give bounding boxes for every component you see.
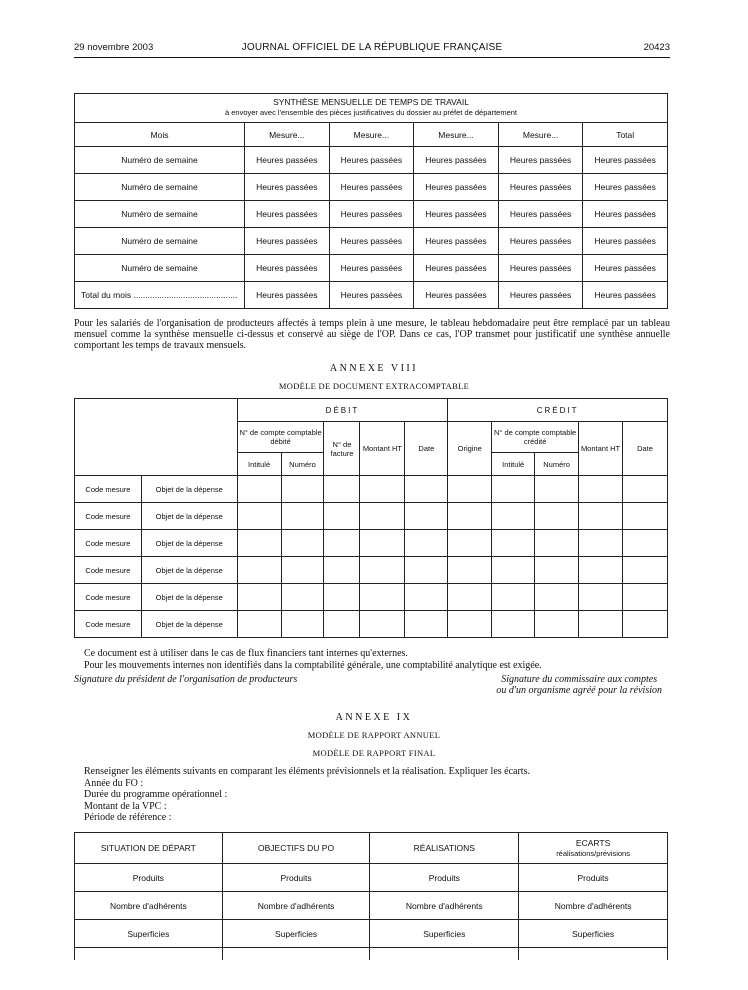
table-row	[75, 584, 668, 611]
col-mesure: Mesure...	[498, 123, 583, 147]
code-mesure: Code mesure	[75, 557, 142, 584]
row-label: Numéro de semaine	[75, 228, 245, 255]
code-mesure: Code mesure	[75, 584, 142, 611]
paragraph-mouvements: Pour les mouvements internes non identifiés dans la comptabilité générale, une comptabilité analytique est exigée.	[84, 660, 542, 671]
row-label: Numéro de semaine	[75, 147, 245, 174]
page-number: 20423	[643, 42, 670, 53]
cell: Heures passées	[414, 228, 499, 255]
montant-debit-header: Montant HT	[360, 422, 405, 476]
cell: Produits	[222, 864, 370, 892]
table-row	[75, 530, 668, 557]
duree-programme: Durée du programme opérationnel :	[84, 789, 228, 800]
table-row	[75, 892, 668, 920]
ecarts-label: ECARTS	[575, 838, 611, 848]
row-label: Numéro de semaine	[75, 174, 245, 201]
annexe-ix-title: ANNEXE IX	[335, 712, 413, 723]
cell: Heures passées	[329, 174, 414, 201]
table-row	[75, 255, 668, 282]
annexe-viii-title: ANNEXE VIII	[329, 363, 419, 374]
col-mesure: Mesure...	[329, 123, 414, 147]
cell: Superficies	[75, 920, 223, 948]
table-row	[75, 948, 668, 961]
rapport-table	[74, 832, 668, 960]
annee-fo: Année du FO :	[84, 777, 144, 789]
col-situation-depart: SITUATION DE DÉPART	[75, 833, 223, 864]
paragraph-flux: Ce document est à utiliser dans le cas de flux financiers tant internes qu'externes.	[84, 648, 408, 659]
total-label: Total du mois	[81, 290, 132, 300]
cell: Heures passées	[414, 147, 499, 174]
table-row	[75, 611, 668, 638]
objet-depense: Objet de la dépense	[141, 557, 237, 584]
cell: Heures passées	[329, 255, 414, 282]
cell: Heures passées	[498, 201, 583, 228]
intitule-header: Intitulé	[492, 453, 535, 476]
cell: Heures passées	[498, 282, 583, 309]
col-total: Total	[583, 123, 668, 147]
synthese-title: SYNTHÈSE MENSUELLE DE TEMPS DE TRAVAIL	[273, 97, 469, 108]
cell: Heures passées	[329, 228, 414, 255]
cell: Nombre d'adhérents	[370, 892, 519, 920]
cell: Heures passées	[583, 255, 668, 282]
cell: Heures passées	[329, 282, 414, 309]
montant-credit-header: Montant HT	[579, 422, 623, 476]
document-extracomptable-table	[74, 398, 668, 638]
intitule-header: Intitulé	[237, 453, 281, 476]
cell: Heures passées	[245, 228, 330, 255]
table-row	[75, 476, 668, 503]
cell: Heures passées	[414, 201, 499, 228]
table-row	[75, 864, 668, 892]
objet-depense: Objet de la dépense	[141, 503, 237, 530]
objet-depense: Objet de la dépense	[141, 476, 237, 503]
table-row	[75, 174, 668, 201]
origine-header: Origine	[448, 422, 492, 476]
header-date: 29 novembre 2003	[74, 42, 154, 53]
cell: Heures passées	[583, 201, 668, 228]
cell: Heures passées	[498, 147, 583, 174]
col-mois: Mois	[75, 123, 245, 147]
col-ecarts	[519, 833, 668, 864]
cell: Heures passées	[414, 174, 499, 201]
signature-president: Signature du président de l'organisation de producteurs	[74, 674, 298, 685]
signature-commissaire	[496, 674, 662, 696]
signature-commissaire-line1: Signature du commissaire aux comptes	[501, 674, 658, 685]
cell: Heures passées	[245, 174, 330, 201]
synthese-subtitle: à envoyer avec l'ensemble des pièces justificatives du dossier au préfet de département	[224, 108, 517, 117]
row-label: Numéro de semaine	[75, 255, 245, 282]
num-facture-header: N° de facture	[324, 422, 360, 476]
ecarts-sublabel: réalisations/prévisions	[556, 849, 630, 858]
compte-credite-header: N° de compte comptable crédité	[492, 422, 579, 453]
cell: Nombre d'adhérents	[222, 892, 370, 920]
table-row-total	[75, 282, 668, 309]
compte-debite-header: N° de compte comptable débité	[237, 422, 324, 453]
cell: Produits	[370, 864, 519, 892]
objet-depense: Objet de la dépense	[141, 530, 237, 557]
cell: Superficies	[370, 920, 519, 948]
cell: Heures passées	[245, 201, 330, 228]
cell: Heures passées	[498, 174, 583, 201]
synthese-title-cell	[75, 94, 668, 123]
numero-header: Numéro	[535, 453, 579, 476]
synthese-table	[74, 93, 668, 309]
cell: Superficies	[222, 920, 370, 948]
date-debit-header: Date	[405, 422, 448, 476]
cell: Heures passées	[329, 147, 414, 174]
cell: Produits	[75, 864, 223, 892]
empty-corner	[75, 399, 238, 476]
cell: Superficies	[519, 920, 668, 948]
objet-depense: Objet de la dépense	[141, 584, 237, 611]
cell: Heures passées	[414, 282, 499, 309]
table-row	[75, 147, 668, 174]
cell: Heures passées	[245, 147, 330, 174]
date-credit-header: Date	[623, 422, 668, 476]
debit-header: DÉBIT	[237, 399, 448, 422]
code-mesure: Code mesure	[75, 611, 142, 638]
col-objectifs-po: OBJECTIFS DU PO	[222, 833, 370, 864]
cell: Heures passées	[245, 255, 330, 282]
cell: Heures passées	[329, 201, 414, 228]
code-mesure: Code mesure	[75, 530, 142, 557]
table-row	[75, 228, 668, 255]
annexe-viii-subtitle: MODÈLE DE DOCUMENT EXTRACOMPTABLE	[278, 381, 470, 391]
annexe-ix-subtitle-final: MODÈLE DE RAPPORT FINAL	[312, 748, 436, 758]
cell: Produits	[519, 864, 668, 892]
page-header	[74, 42, 670, 58]
row-label: Numéro de semaine	[75, 201, 245, 228]
cell: Heures passées	[583, 282, 668, 309]
signature-commissaire-line2: ou d'un organisme agréé pour la révision	[496, 685, 662, 696]
table-row	[75, 920, 668, 948]
cell: Heures passées	[498, 228, 583, 255]
total-label-cell: Total du mois ............................................	[75, 282, 245, 309]
col-mesure: Mesure...	[414, 123, 499, 147]
objet-depense: Objet de la dépense	[141, 611, 237, 638]
col-realisations: RÉALISATIONS	[370, 833, 519, 864]
cell: Nombre d'adhérents	[75, 892, 223, 920]
cell: Heures passées	[498, 255, 583, 282]
cell: Heures passées	[583, 174, 668, 201]
journal-title: JOURNAL OFFICIEL DE LA RÉPUBLIQUE FRANÇAISE	[241, 42, 503, 53]
paragraph-synthese: Pour les salariés de l'organisation de producteurs affectés à temps plein à une mesure, le tableau hebdomadaire peut être remplacé par un tableau mensuel comme la synthèse mensuelle ci-dessus et conservé au siège de l'OP. Dans ce cas, l'OP transmet pour justificatif une synthèse annuelle comportant les temps de travaux mensuels.	[74, 318, 670, 351]
table-row	[75, 503, 668, 530]
code-mesure: Code mesure	[75, 503, 142, 530]
header-rule	[74, 57, 670, 58]
cell: Heures passées	[245, 282, 330, 309]
rapport-instructions	[84, 766, 670, 824]
numero-header: Numéro	[281, 453, 324, 476]
table-row	[75, 557, 668, 584]
montant-vpc: Montant de la VPC :	[84, 800, 167, 812]
col-mesure: Mesure...	[245, 123, 330, 147]
table-row	[75, 201, 668, 228]
cell: Heures passées	[414, 255, 499, 282]
code-mesure: Code mesure	[75, 476, 142, 503]
intro-text: Renseigner les éléments suivants en comparant les éléments prévisionnels et la réalisation. Expliquer les écarts.	[84, 766, 530, 777]
cell: Heures passées	[583, 147, 668, 174]
credit-header: CRÉDIT	[448, 399, 668, 422]
annexe-ix-subtitle-annuel: MODÈLE DE RAPPORT ANNUEL	[307, 730, 441, 740]
periode-reference: Période de référence :	[84, 812, 172, 823]
cell: Nombre d'adhérents	[519, 892, 668, 920]
cell: Heures passées	[583, 228, 668, 255]
